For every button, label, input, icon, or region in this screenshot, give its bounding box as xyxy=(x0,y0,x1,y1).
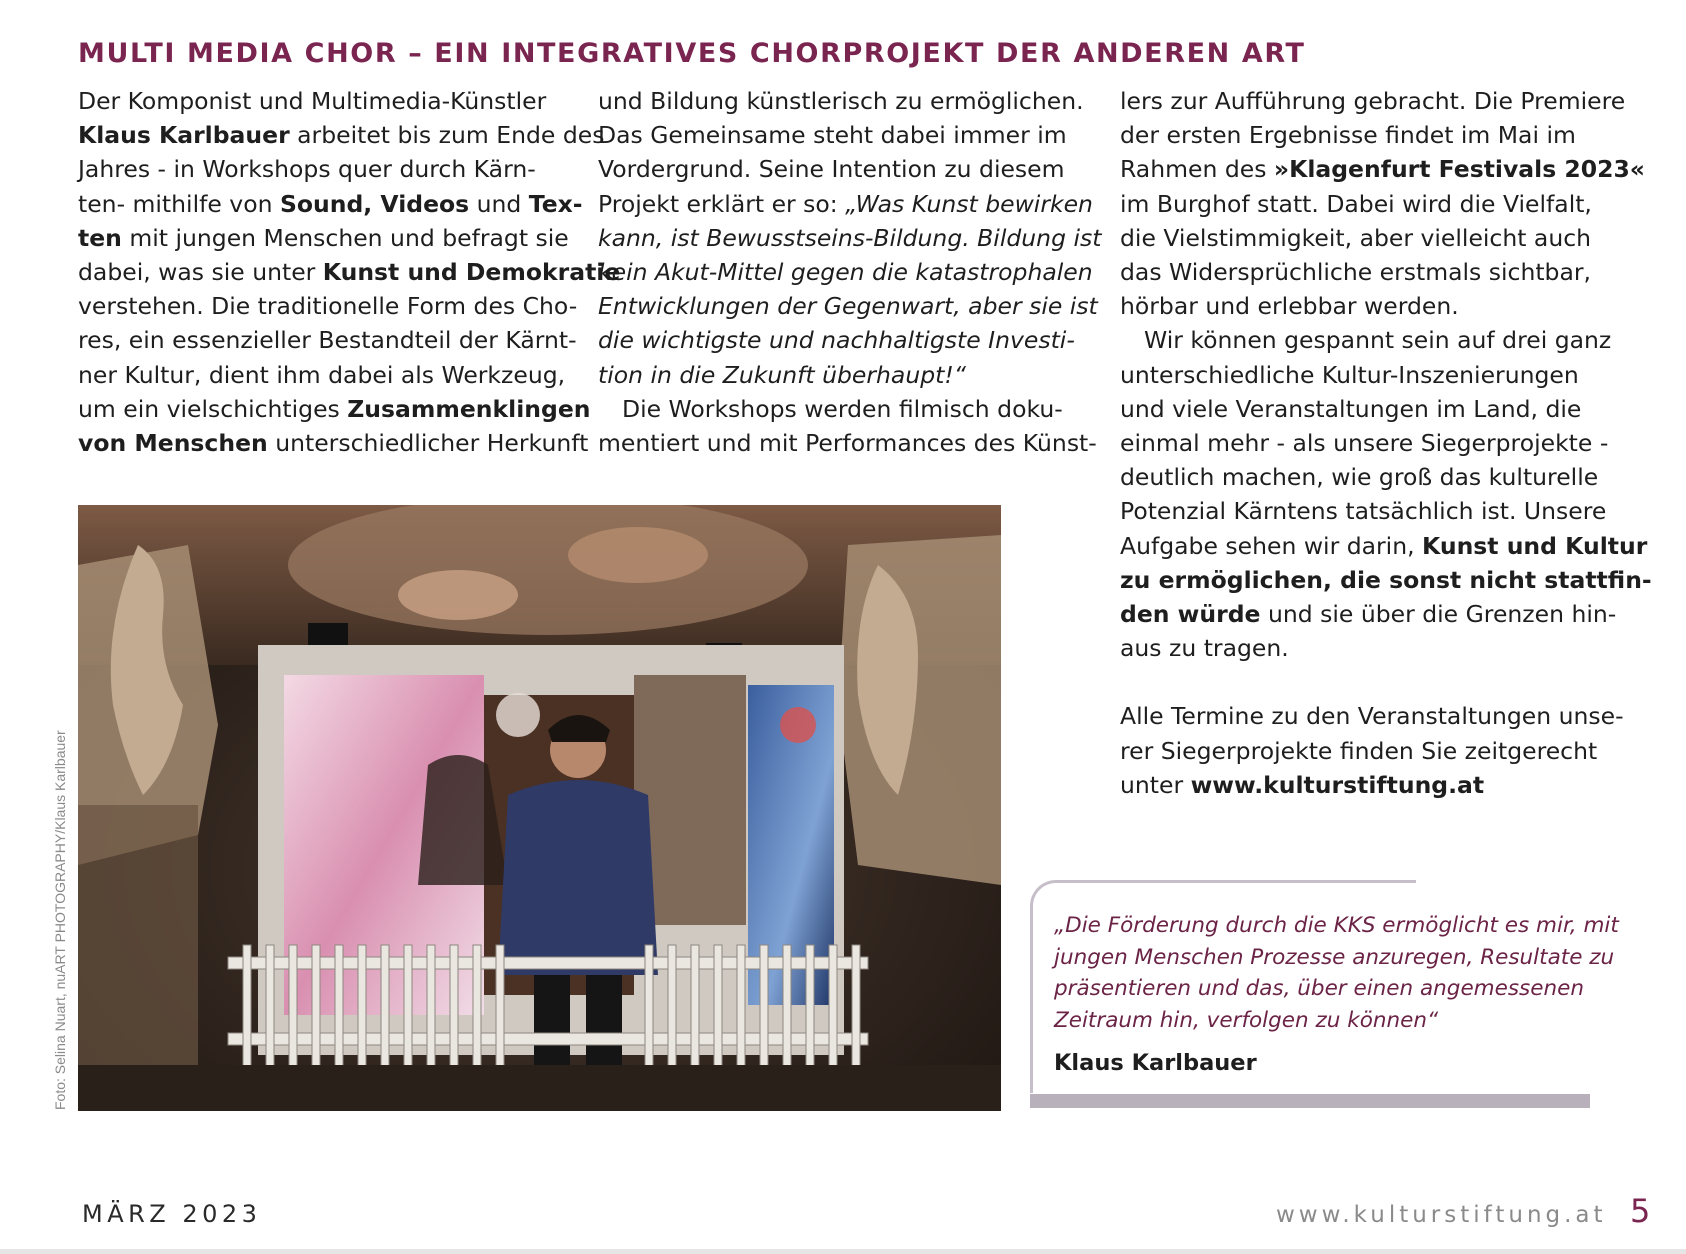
text-line: Der Komponist und Multimedia-Künstler xyxy=(78,87,547,115)
text-line: kein Akut-Mittel gegen die katastrophalen xyxy=(598,258,1093,287)
text-line: Entwicklungen der Gegenwart, aber sie ist xyxy=(598,292,1098,321)
text-line: im Burghof statt. Dabei wird die Vielfalt, xyxy=(1120,189,1592,218)
text-line: Die Workshops werden filmisch doku- xyxy=(622,394,1063,423)
text-line: einmal mehr - als unsere Siegerprojekte - xyxy=(1120,429,1609,458)
bottom-divider xyxy=(0,1249,1686,1254)
text-line: das Widersprüchliche erstmals sichtbar, xyxy=(1120,258,1592,287)
text-line: rer Siegerprojekte finden Sie zeitgerecht xyxy=(1120,736,1598,765)
quote-frame-left xyxy=(1030,918,1033,1093)
text-line: um ein vielschichtiges Zusammenklingen xyxy=(78,394,591,423)
text-line: Alle Termine zu den Veranstaltungen unse- xyxy=(1120,702,1624,731)
text-line: hörbar und erlebbar werden. xyxy=(1120,292,1459,321)
text-column-1 xyxy=(78,84,621,460)
text-line: kann, ist Bewusstseins-Bildung. Bildung ist xyxy=(598,223,1102,252)
text-line: ten- mithilfe von Sound, Videos und Tex- xyxy=(78,189,583,218)
text-line: tion in die Zukunft überhaupt!“ xyxy=(598,360,966,389)
text-line: aus zu tragen. xyxy=(1120,634,1289,663)
text-line: Wir können gespannt sein auf drei ganz xyxy=(1144,326,1612,355)
footer-date: MÄRZ 2023 xyxy=(82,1200,262,1228)
text-line: dabei, was sie unter Kunst und Demokratie xyxy=(78,258,621,287)
text-line: die Vielstimmigkeit, aber vielleicht auch xyxy=(1120,223,1592,252)
photo-credit: Foto: Selina Nuart, nuART PHOTOGRAPHY/Klaus Karlbauer xyxy=(52,730,68,1110)
quote-author: Klaus Karlbauer xyxy=(1054,1050,1257,1076)
text-line: Das Gemeinsame steht dabei immer im xyxy=(598,121,1067,150)
text-line: Potenzial Kärntens tatsächlich ist. Unsere xyxy=(1120,497,1607,526)
text-line: und viele Veranstaltungen im Land, die xyxy=(1120,394,1582,423)
text-line: ner Kultur, dient ihm dabei als Werkzeug, xyxy=(78,360,566,389)
text-line: Projekt erklärt er so: „Was Kunst bewirken xyxy=(598,189,1093,218)
quote-frame-bottom xyxy=(1030,1094,1590,1108)
website-link[interactable]: www.kulturstiftung.at xyxy=(1190,770,1485,799)
text-column-3 xyxy=(1120,84,1652,802)
text-line: der ersten Ergebnisse findet im Mai im xyxy=(1120,121,1576,150)
text-line: die wichtigste und nachhaltigste Investi- xyxy=(598,326,1075,355)
article-headline: MULTI MEDIA CHOR – EIN INTEGRATIVES CHORPROJEKT DER ANDEREN ART xyxy=(78,38,1306,69)
text-line: Rahmen des »Klagenfurt Festivals 2023« xyxy=(1120,155,1645,184)
text-line: deutlich machen, wie groß das kulturelle xyxy=(1120,463,1599,492)
text-line: unterschiedliche Kultur-Inszenierungen xyxy=(1120,360,1579,389)
text-line: Jahres - in Workshops quer durch Kärn- xyxy=(78,155,536,184)
text-line: verstehen. Die traditionelle Form des Cho- xyxy=(78,292,578,321)
pull-quote xyxy=(1030,880,1619,1108)
text-line: und Bildung künstlerisch zu ermöglichen. xyxy=(598,87,1084,115)
text-line: Klaus Karlbauer arbeitet bis zum Ende des xyxy=(78,121,605,150)
footer-url[interactable]: www.kulturstiftung.at xyxy=(1276,1202,1607,1228)
text-line: Vordergrund. Seine Intention zu diesem xyxy=(598,155,1065,184)
text-column-2 xyxy=(598,84,1108,460)
text-line: res, ein essenzieller Bestandteil der Kärnt- xyxy=(78,326,577,355)
text-line: zu ermöglichen, die sonst nicht stattfin- xyxy=(1120,565,1652,594)
page-number: 5 xyxy=(1630,1192,1651,1230)
text-line: ten mit jungen Menschen und befragt sie xyxy=(78,223,569,252)
text-line: unter www.kulturstiftung.at xyxy=(1120,770,1485,799)
text-line: Aufgabe sehen wir darin, Kunst und Kultur xyxy=(1120,531,1648,560)
text-line: lers zur Aufführung gebracht. Die Premiere xyxy=(1120,87,1626,115)
quote-text: „Die Förderung durch die KKS ermöglicht es mir, mit jungen Menschen Prozesse anzuregen, Resultate zu präsentieren und das, über einen angemessenen Zeitraum hin, verfolgen zu können“ xyxy=(1054,913,1619,1033)
performance-photo xyxy=(78,505,1001,1111)
text-line: mentiert und mit Performances des Künst- xyxy=(598,429,1097,458)
text-line: von Menschen unterschiedlicher Herkunft xyxy=(78,429,589,458)
photo-illustration xyxy=(78,505,1001,1111)
text-line: den würde und sie über die Grenzen hin- xyxy=(1120,600,1617,629)
